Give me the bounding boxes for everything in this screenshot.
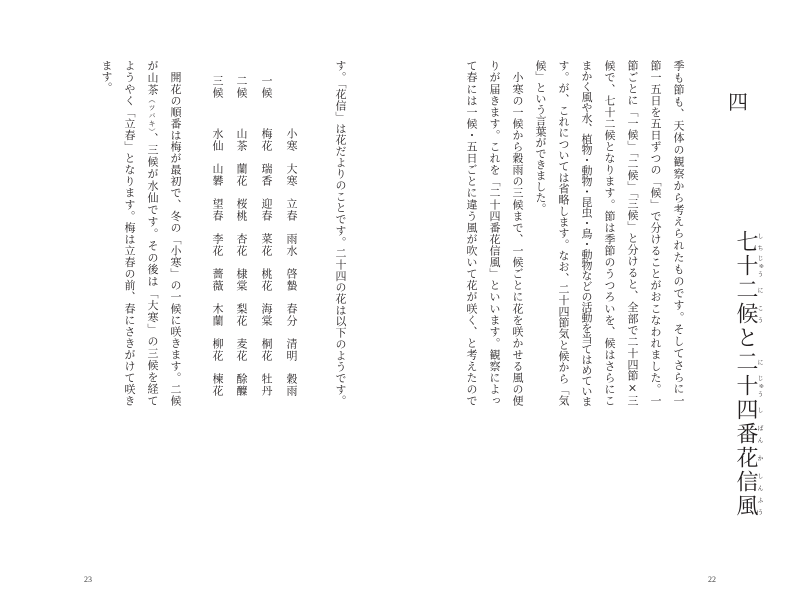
table-row-label: 二候 [235,75,248,99]
title-char-base: 四 [733,398,758,422]
table-cell: 海棠 [260,303,273,327]
table-cell: 桐花 [260,338,273,362]
title-char [733,350,763,374]
table-cell: 望春 [211,198,224,222]
table-cell: 楝花 [211,373,224,397]
text-segment: 、三候が水仙です。その後は「大寒」の三候を経て [146,132,159,407]
title-char-ruby: し [756,398,763,422]
title-char-base: 七 [733,230,758,254]
table-cell: 山礬 [211,163,224,187]
text-column: 節一五日を五日ずつの「候」で分けることがおこなわれました。一 [649,60,662,406]
table-cell: 酴醾 [235,373,248,397]
table-header-cell: 大寒 [285,163,298,187]
text-column: ます。 [100,60,113,93]
table-row-label: 一候 [260,75,273,99]
right-page [400,0,800,601]
table-cell: 迎春 [260,198,273,222]
title-char [733,302,763,326]
title-char-base: 番 [733,422,758,446]
table-row-label: 三候 [211,75,224,99]
table-cell: 梅花 [260,128,273,152]
text-column: 小寒の一候から穀雨の三候まで、一候ごとに花を咲かせる風の便 [511,60,524,406]
text-column: す。「花信」は花だよりのことです。二十四の花は以下のようです。 [334,60,347,406]
table-cell: 桜桃 [235,198,248,222]
table-cell: 蘭花 [235,163,248,187]
title-char-base: 二 [733,350,758,374]
title-char [733,446,763,470]
title-char-base: 風 [733,494,758,518]
title-char-ruby: ふう [756,494,763,518]
text-column: て春には一候・五日ごとに違う風が吹いて花が咲く、と考えたので [465,60,478,406]
table-cell: 薔薇 [211,268,224,292]
title-char-ruby: か [756,446,763,470]
table-header-cell: 啓蟄 [285,268,298,292]
title-char-base: 十 [733,254,758,278]
table-cell: 梨花 [235,303,248,327]
title-char [733,494,763,518]
text-column: 開花の順番は梅が最初で、冬の「小寒」の一候に咲きます。二候 [169,60,182,406]
title-char [733,422,763,446]
title-char-base: 花 [733,446,758,470]
title-char-ruby: しち [756,230,763,254]
table-cell: 瑞香 [260,163,273,187]
title-char [733,398,763,422]
title-char-base: 二 [733,278,758,302]
text-column: まかく風や水、植物・動物・昆虫・鳥・動物などの活動を当てはめていま [580,60,593,407]
title-char-ruby: しん [756,470,763,494]
table-cell: 山茶 [235,128,248,152]
text-column: 候で、七十二候となります。節は季節のうつろいを、候はさらにこ [603,60,616,406]
title-char-ruby: じゅう [756,374,763,398]
table-header-cell: 穀雨 [285,373,298,397]
table-header-cell: 春分 [285,303,298,327]
chapter-number: 四 [728,90,748,114]
text-column: 季も節も、天体の観察から考えられたものです。そしてさらに一 [672,60,685,406]
text-column: ようやく「立春」となります。梅は立春の前、春にさきがけて咲き [123,60,136,406]
title-char [733,230,763,254]
table-cell: 桃花 [260,268,273,292]
page-number: 22 [708,575,716,584]
title-char-ruby: こう [756,302,763,326]
title-char [733,374,763,398]
title-char [733,470,763,494]
table-cell: 牡丹 [260,373,273,397]
table-cell: 木蘭 [211,303,224,327]
title-char-ruby: じゅう [756,254,763,278]
table-cell: 李花 [211,233,224,257]
table-header-cell: 清明 [285,338,298,362]
table-cell: 杏花 [235,233,248,257]
table-header-cell: 雨水 [285,233,298,257]
flower-table [211,0,301,420]
text-segment: が山茶 [146,60,159,96]
chapter-title [734,230,763,518]
table-cell: 水仙 [211,128,224,152]
page-number: 23 [84,575,92,584]
title-char-ruby: ばん [756,422,763,446]
title-char-ruby: に [756,278,763,302]
title-char-ruby: に [756,350,763,374]
reading-note: （ツバキ） [148,95,156,133]
text-column [146,60,158,406]
table-cell: 柳花 [211,338,224,362]
title-char-base: 信 [733,470,758,494]
title-char-base: 候 [733,302,758,326]
title-char [733,254,763,278]
text-column: 候」という言葉ができました。 [534,60,547,214]
table-cell: 棣棠 [235,268,248,292]
title-char [733,278,763,302]
text-column: 節ごとに「一候」「二候」「三候」と分けると、全部で二十四節×三 [626,60,639,406]
title-char [733,326,758,350]
table-cell: 菜花 [260,233,273,257]
table-cell: 麦花 [235,338,248,362]
table-header-cell: 小寒 [285,128,298,152]
title-char-base: と [733,326,758,350]
text-column: りが届きます。これを「二十四番花信風」といいます。観察によっ [488,60,501,406]
table-header-cell: 立春 [285,198,298,222]
title-char-base: 十 [733,374,758,398]
text-column: す。が、これについては省略します。なお、二十四節気と候から「気 [557,60,570,406]
